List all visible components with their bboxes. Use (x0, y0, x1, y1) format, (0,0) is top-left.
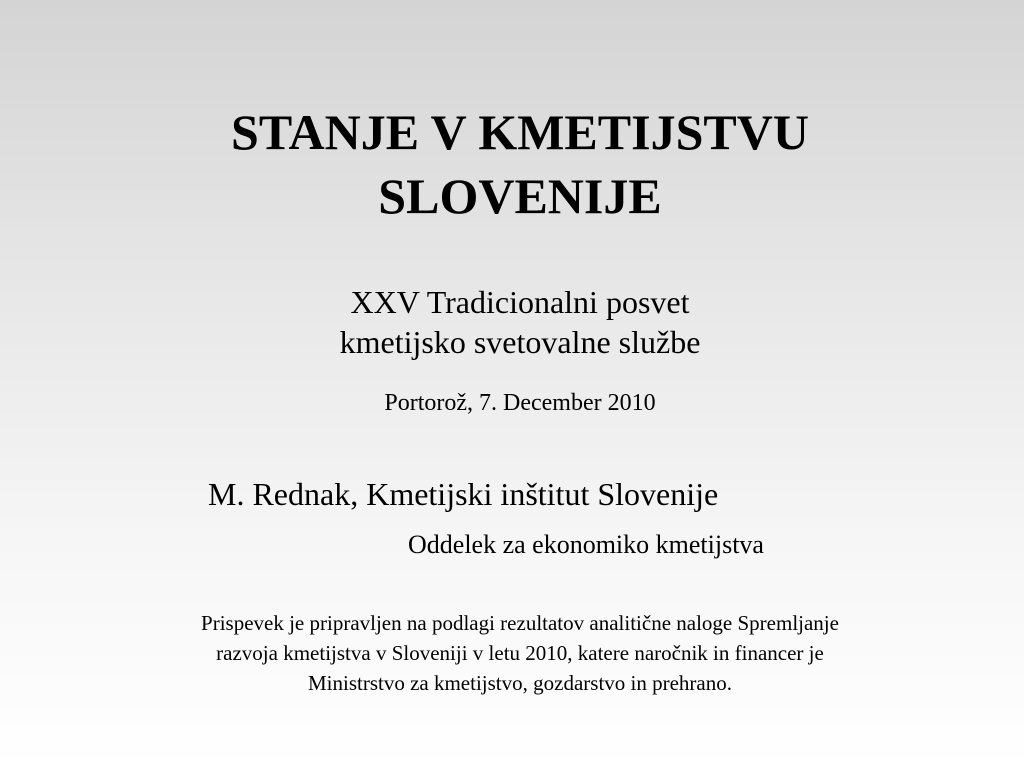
funding-note (80, 608, 960, 698)
event-date: Portorož, 7. December 2010 (384, 390, 656, 416)
slide-title-line-2: SLOVENIJE (378, 168, 662, 224)
event-subtitle-line-2: kmetijsko svetovalne službe (339, 324, 701, 360)
event-subtitle-line-1: XXV Tradicionalni posvet (350, 284, 690, 320)
funding-note-line-3: Ministrstvo za kmetijstvo, gozdarstvo in prehrano. (307, 671, 732, 695)
funding-note-line-2: razvoja kmetijstva v Sloveniji v letu 2010, katere naročnik in financer je (216, 641, 824, 665)
author-affiliation: M. Rednak, Kmetijski inštitut Slovenije (208, 476, 719, 512)
funding-note-line-1: Prispevek je pripravljen na podlagi rezultatov analitične naloge Spremljanje (201, 611, 839, 635)
slide-title (0, 100, 1024, 228)
slide-title-line-1: STANJE V KMETIJSTVU (231, 104, 809, 160)
event-subtitle (0, 282, 1024, 362)
department: Oddelek za ekonomiko kmetijstva (408, 530, 764, 559)
